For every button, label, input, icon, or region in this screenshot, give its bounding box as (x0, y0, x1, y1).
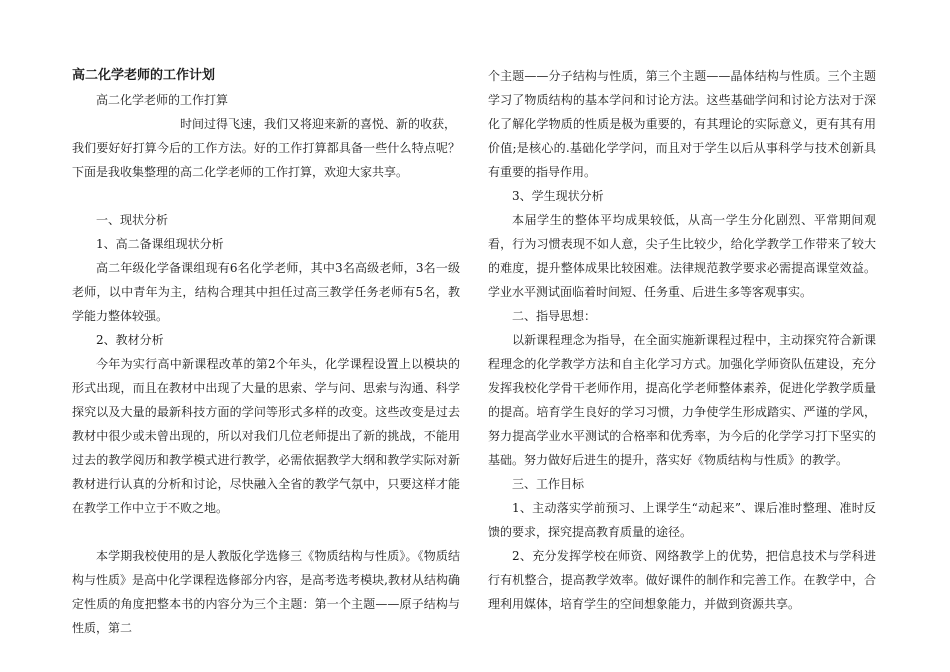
paragraph-2: 以新课程理念为指导，在全面实施新课程过程中，主动探究符合新课程理念的化学教学方法和自主化学习方式。加强化学师资队伍建设，充分发挥我校化学骨干老师作用，提高化学老师整体素养，促进化学教学质量的提高。培育学生良好的学习习惯，力争使学生形成踏实、严谨的学风，努力提高学业水平测试的合格率和优秀率，为今后的化学学习打下坚实的基础。努力做好后进生的提升，落实好《物质结构与性质》的教学。 (488, 333, 876, 467)
paragraph-1-2-b: 本学期我校使用的是人教版化学选修三《物质结构与性质》。《物质结构与性质》是高中化学课程选修部分内容，是高考选考模块,教材从结构确定性质的角度把整本书的内容分为三个主题：第一个主题——原子结构与性质，第二 (72, 549, 460, 635)
spacer (72, 184, 460, 208)
intro-first-line: 时间过得飞速，我们又将迎来新的喜悦、新的收获， (180, 117, 457, 131)
paragraph-1-3: 本届学生的整体平均成果较低，从高一学生分化剧烈、平常期间观看，行为习惯表现不如人意，尖子生比较少，给化学教学工作带来了较大的难度，提升整体成果比较困难。法律规范教学要求必需提高课堂效益。学业水平测试面临着时间短、任务重、后进生多等客观事实。 (488, 213, 876, 299)
paragraph-continued: 个主题——分子结构与性质，第三个主题——晶体结构与性质。三个主题学习了物质结构的基本学问和讨论方法。这些基础学问和讨论方法对于深化了解化学物质的性质是极为重要的，有其理论的实际意义，更有其有用价值;是核心的.基础化学学问，而且对于学生以后从事科学与技术创新具有重要的指导作用。 (488, 69, 876, 179)
spacer (72, 520, 460, 544)
section-heading-1: 一、现状分析 (96, 213, 169, 227)
section-heading-2: 二、指导思想： (512, 309, 597, 323)
paragraph-1-2: 今年为实行高中新课程改革的第2个年头，化学课程设置上以模块的形式出现，而且在教材中出现了大量的思索、学与问、思索与沟通、科学探究以及大量的最新科技方面的学问等形式多样的改变。这些改变是过去教材中很少或未曾出现的，所以对我们几位老师提出了新的挑战，不能用过去的教学阅历和教学模式进行教学，必需依据教学大纲和教学实际对新教材进行认真的分析和讨论，尽快融入全省的教学气氛中，只要这样才能在教学工作中立于不败之地。 (72, 357, 460, 515)
paragraph-3-2: 2、充分发挥学校在师资、网络教学上的优势，把信息技术与学科进行有机整合，提高教学效率。做好课件的制作和完善工作。在教学中，合理利用媒体，培育学生的空间想象能力，并做到资源共享。 (488, 549, 876, 611)
paragraph-1-1: 高二年级化学备课组现有6名化学老师，其中3名高级老师，3名一级老师，以中青年为主，结构合理其中担任过高三教学任务老师有5名，教学能力整体较强。 (72, 261, 460, 323)
subsection-heading-1-2: 2、教材分析 (96, 333, 164, 347)
subsection-heading-1-3: 3、学生现状分析 (512, 189, 604, 203)
subtitle: 高二化学老师的工作打算 (96, 93, 229, 107)
section-heading-3: 三、工作目标 (512, 477, 585, 491)
subsection-heading-1-1: 1、高二备课组现状分析 (96, 237, 224, 251)
paragraph-3-1: 1、主动落实学前预习、上课学生“动起来”、课后准时整理、准时反馈的要求，探究提高教育质量的途径。 (488, 501, 876, 539)
right-column (488, 64, 876, 616)
intro-text: 我们要好好打算今后的工作方法。好的工作打算都具备一些什么特点呢？下面是我收集整理的高二化学老师的工作打算，欢迎大家共享。 (72, 141, 460, 179)
document-title: 高二化学老师的工作计划 (72, 68, 216, 83)
left-column (72, 64, 460, 640)
